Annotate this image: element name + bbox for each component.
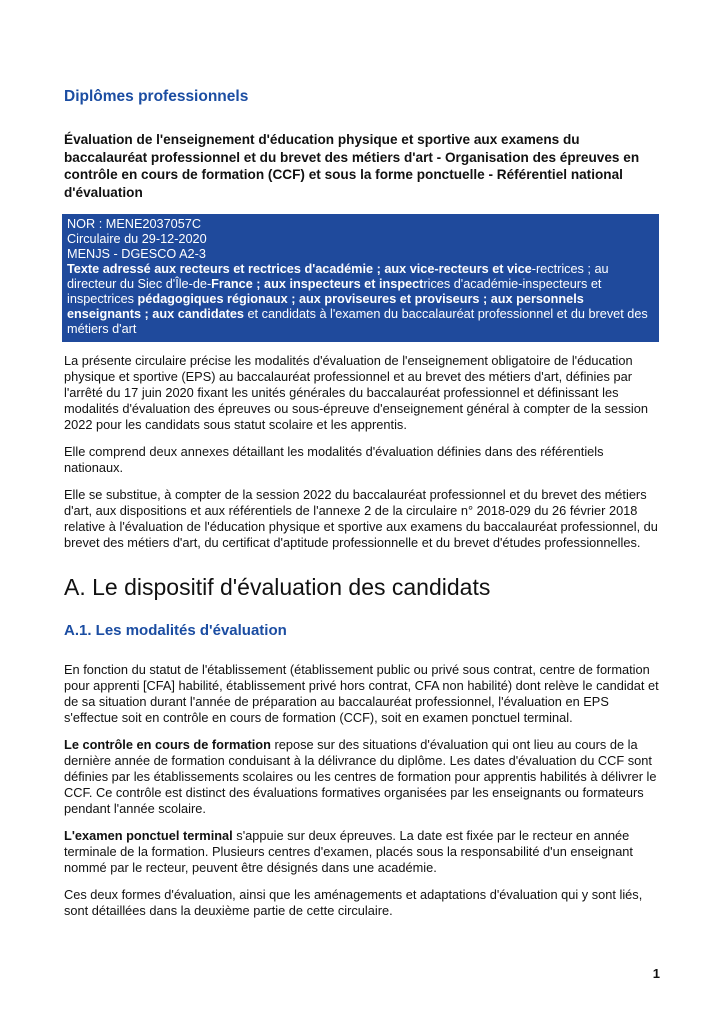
addressees-text bbox=[67, 262, 653, 337]
addressees-segment-bold: pédagogiques régionaux ; aux proviseures et proviseurs ; aux personnels enseignants ; aux candidates bbox=[67, 292, 584, 321]
intro-paragraph-2: Elle comprend deux annexes détaillant les modalités d'évaluation définies dans des référentiels nationaux. bbox=[64, 444, 604, 475]
page-number: 1 bbox=[652, 966, 660, 981]
section-a1-paragraph-4: Ces deux formes d'évaluation, ainsi que les aménagements et adaptations d'évaluation qui y sont liés, sont détaillées dans la deuxième partie de cette circulaire. bbox=[64, 887, 643, 918]
addressees-segment-bold: Texte adressé aux recteurs et rectrices d'académie ; aux vice-recteurs et vice bbox=[67, 262, 532, 276]
ccf-paragraph-text: repose sur des situations d'évaluation qui ont lieu au cours de la dernière année de formation conduisant à la délivrance du diplôme. Les dates d'évaluation du CCF sont définies par les établissements scolaires ou les centres de formation pour apprentis habilités à délivrer le CCF. Ce contrôle est distinct des évaluations formatives organisées par les enseignants ou formateurs pendant l'année scolaire. bbox=[64, 737, 657, 816]
ponctuel-lead-bold: L'examen ponctuel terminal bbox=[64, 828, 233, 843]
intro-paragraph-3: Elle se substitue, à compter de la session 2022 du baccalauréat professionnel et du brevet des métiers d'art, aux dispositions et aux référentiels de l'annexe 2 de la circulaire n° 2018-029 du 26 février 2018 relative à l'évaluation de l'éducation physique et sportive aux examens du baccalauréat professionnel, du brevet des métiers d'art, du certificat d'aptitude professionnelle et du brevet d'études professionnelles. bbox=[64, 487, 658, 550]
addressees-segment-bold: France ; aux inspecteurs et inspect bbox=[211, 277, 424, 291]
notice-box bbox=[62, 214, 659, 342]
ministry-line: MENJS - DGESCO A2-3 bbox=[67, 247, 206, 261]
category-heading: Diplômes professionnels bbox=[64, 88, 249, 105]
section-a-heading: A. Le dispositif d'évaluation des candidats bbox=[64, 574, 491, 600]
addressees-segment: et candidats à l'examen du baccalauréat professionnel et du brevet des métiers d'art bbox=[67, 307, 648, 336]
intro-paragraph-1: La présente circulaire précise les modalités d'évaluation de l'enseignement obligatoire de l'éducation physique et sportive (EPS) au baccalauréat professionnel et au brevet des métiers d'art, définies par l'arrêté du 17 juin 2020 fixant les unités générales du baccalauréat professionnel et définissant les modalités d'évaluation des épreuves ou sous-épreuve d'enseignement général à compter de la session 2022 pour les candidats sous statut scolaire et les apprentis. bbox=[64, 353, 648, 432]
section-a1-paragraph-2 bbox=[64, 737, 662, 817]
nor-line: NOR : MENE2037057C bbox=[67, 217, 201, 231]
section-a1-paragraph-3 bbox=[64, 828, 662, 876]
addressees-segment: rices d'académie-inspecteurs et inspectrices bbox=[67, 277, 602, 306]
section-a1-paragraph-1: En fonction du statut de l'établissement (établissement public ou privé sous contrat, centre de formation pour apprenti [CFA] habilité, établissement privé hors contrat, CFA non habilité) dont relève le candidat et de sa situation durant l'année de préparation au baccalauréat professionnel, l'évaluation en EPS s'effectue soit en contrôle en cours de formation (CCF), soit en examen ponctuel terminal. bbox=[64, 662, 659, 725]
section-a1-heading: A.1. Les modalités d'évaluation bbox=[64, 622, 287, 639]
addressees-segment: -rectrices ; au directeur du Siec d'Île-de- bbox=[67, 262, 609, 291]
ccf-lead-bold: Le contrôle en cours de formation bbox=[64, 737, 271, 752]
ponctuel-paragraph-text: s'appuie sur deux épreuves. La date est fixée par le recteur en année terminale de la formation. Plusieurs centres d'examen, placés sous la responsabilité d'un enseignant nommé par le recteur, peuvent être désignés dans une académie. bbox=[64, 828, 633, 875]
document-title: Évaluation de l'enseignement d'éducation physique et sportive aux examens du baccalauréat professionnel et du brevet des métiers d'art - Organisation des épreuves en contrôle en cours de formation (CCF) et sous la forme ponctuelle - Référentiel national d'évaluation bbox=[64, 132, 640, 200]
circulaire-date-line: Circulaire du 29-12-2020 bbox=[67, 232, 207, 246]
